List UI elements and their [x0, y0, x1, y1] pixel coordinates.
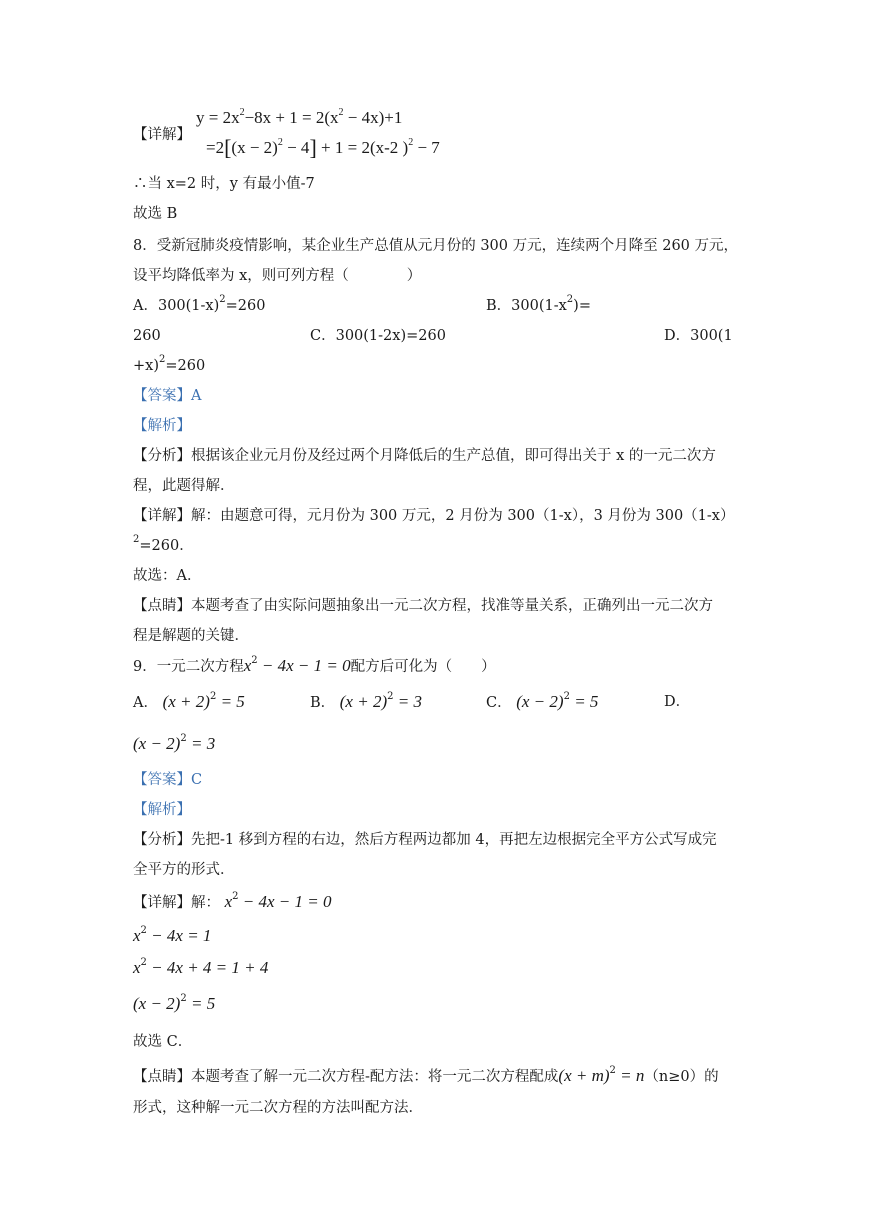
- q8-answer: 【答案】A: [133, 388, 202, 404]
- q9-option-b: B． $(x + 2)^2 = 3$: [310, 691, 422, 711]
- q9-analysis-tag: 【解析】: [133, 802, 191, 818]
- q8-option-c: C．300(1-2x)=260: [310, 328, 446, 344]
- q8-option-a: A．$300(1-x)^2=260$: [133, 294, 266, 314]
- q9-option-d: D．: [664, 694, 691, 710]
- q8-stem-line1: 8．受新冠肺炎疫情影响，某企业生产总值从元月份的 300 万元，连续两个月降至 260 万元，: [133, 238, 739, 254]
- q9-fenxi-line1: 【分析】先把-1 移到方程的右边，然后方程两边都加 4，再把左边根据完全平方公式写成完: [133, 832, 717, 848]
- q9-step3: $x^2 - 4x + 4 = 1 + 4$: [133, 957, 269, 977]
- q8-xiangjie-line1: 【详解】解：由题意可得，元月份为 300 万元，2 月份为 300（1-x），3 月份为 300（1-x）: [133, 508, 735, 524]
- q7-detail-tag: 【详解】: [133, 127, 191, 143]
- q9-step4: $(x - 2)^2 = 5$: [133, 993, 216, 1013]
- q8-dianjing-line2: 程是解题的关键．: [133, 628, 249, 644]
- q9-option-d-cont: $(x - 2)^2 = 3$: [133, 733, 216, 753]
- q8-choice: 故选：A．: [133, 568, 202, 584]
- q9-dianjing-line1: 【点睛】本题考查了解一元二次方程-配方法：将一元二次方程配成$(x + m)^2 = n(n\ge 0)$的: [133, 1065, 719, 1085]
- q7-conclusion: ∴当 x=2 时，y 有最小值-7: [133, 176, 315, 192]
- q9-step2: $x^2 - 4x = 1$: [133, 925, 212, 945]
- q7-choice: 故选 B: [133, 206, 178, 222]
- q8-fenxi-line1: 【分析】根据该企业元月份及经过两个月降低后的生产总值，即可得出关于 x 的一元二次方: [133, 448, 716, 464]
- q8-option-d: D．300(1: [664, 328, 733, 344]
- q8-option-d-cont: +x)$^2$=260: [133, 354, 206, 374]
- q9-choice: 故选 C．: [133, 1034, 193, 1050]
- q9-fenxi-line2: 全平方的形式．: [133, 862, 235, 878]
- q8-fenxi-line2: 程，此题得解．: [133, 478, 235, 494]
- q9-xiangjie-line: 【详解】解： $x^2 - 4x - 1 = 0$: [133, 891, 332, 911]
- q9-dianjing-line2: 形式，这种解一元二次方程的方法叫配方法．: [133, 1100, 423, 1116]
- q8-dianjing-line1: 【点睛】本题考查了由实际问题抽象出一元二次方程，找准等量关系，正确列出一元二次方: [133, 598, 713, 614]
- q8-option-b: B．$300(1-x^2)=$: [486, 294, 591, 314]
- q9-answer: 【答案】C: [133, 772, 203, 788]
- q8-stem-line2: 设平均降低率为 x，则可列方程（ ）: [133, 268, 422, 284]
- q9-stem: 9．一元二次方程$x^2 - 4x - 1 = 0$配方后可化为（ ）: [133, 655, 496, 675]
- q8-option-b-cont: 260: [133, 328, 161, 344]
- q7-equation-line2: $=2[(x - 2)^2 - 4] + 1 = 2(x-2$ )$^2$ − 7: [206, 135, 440, 160]
- q9-option-a: A． $(x + 2)^2 = 5$: [133, 691, 245, 711]
- q9-option-c: C． $(x - 2)^2 = 5$: [486, 691, 599, 711]
- q8-analysis-tag: 【解析】: [133, 418, 191, 434]
- q8-xiangjie-line2: $^2$=260．: [133, 534, 194, 554]
- q7-equation-line1: $y = 2x^2-8x + 1 = 2(x^2 - 4x)+1$: [196, 107, 403, 127]
